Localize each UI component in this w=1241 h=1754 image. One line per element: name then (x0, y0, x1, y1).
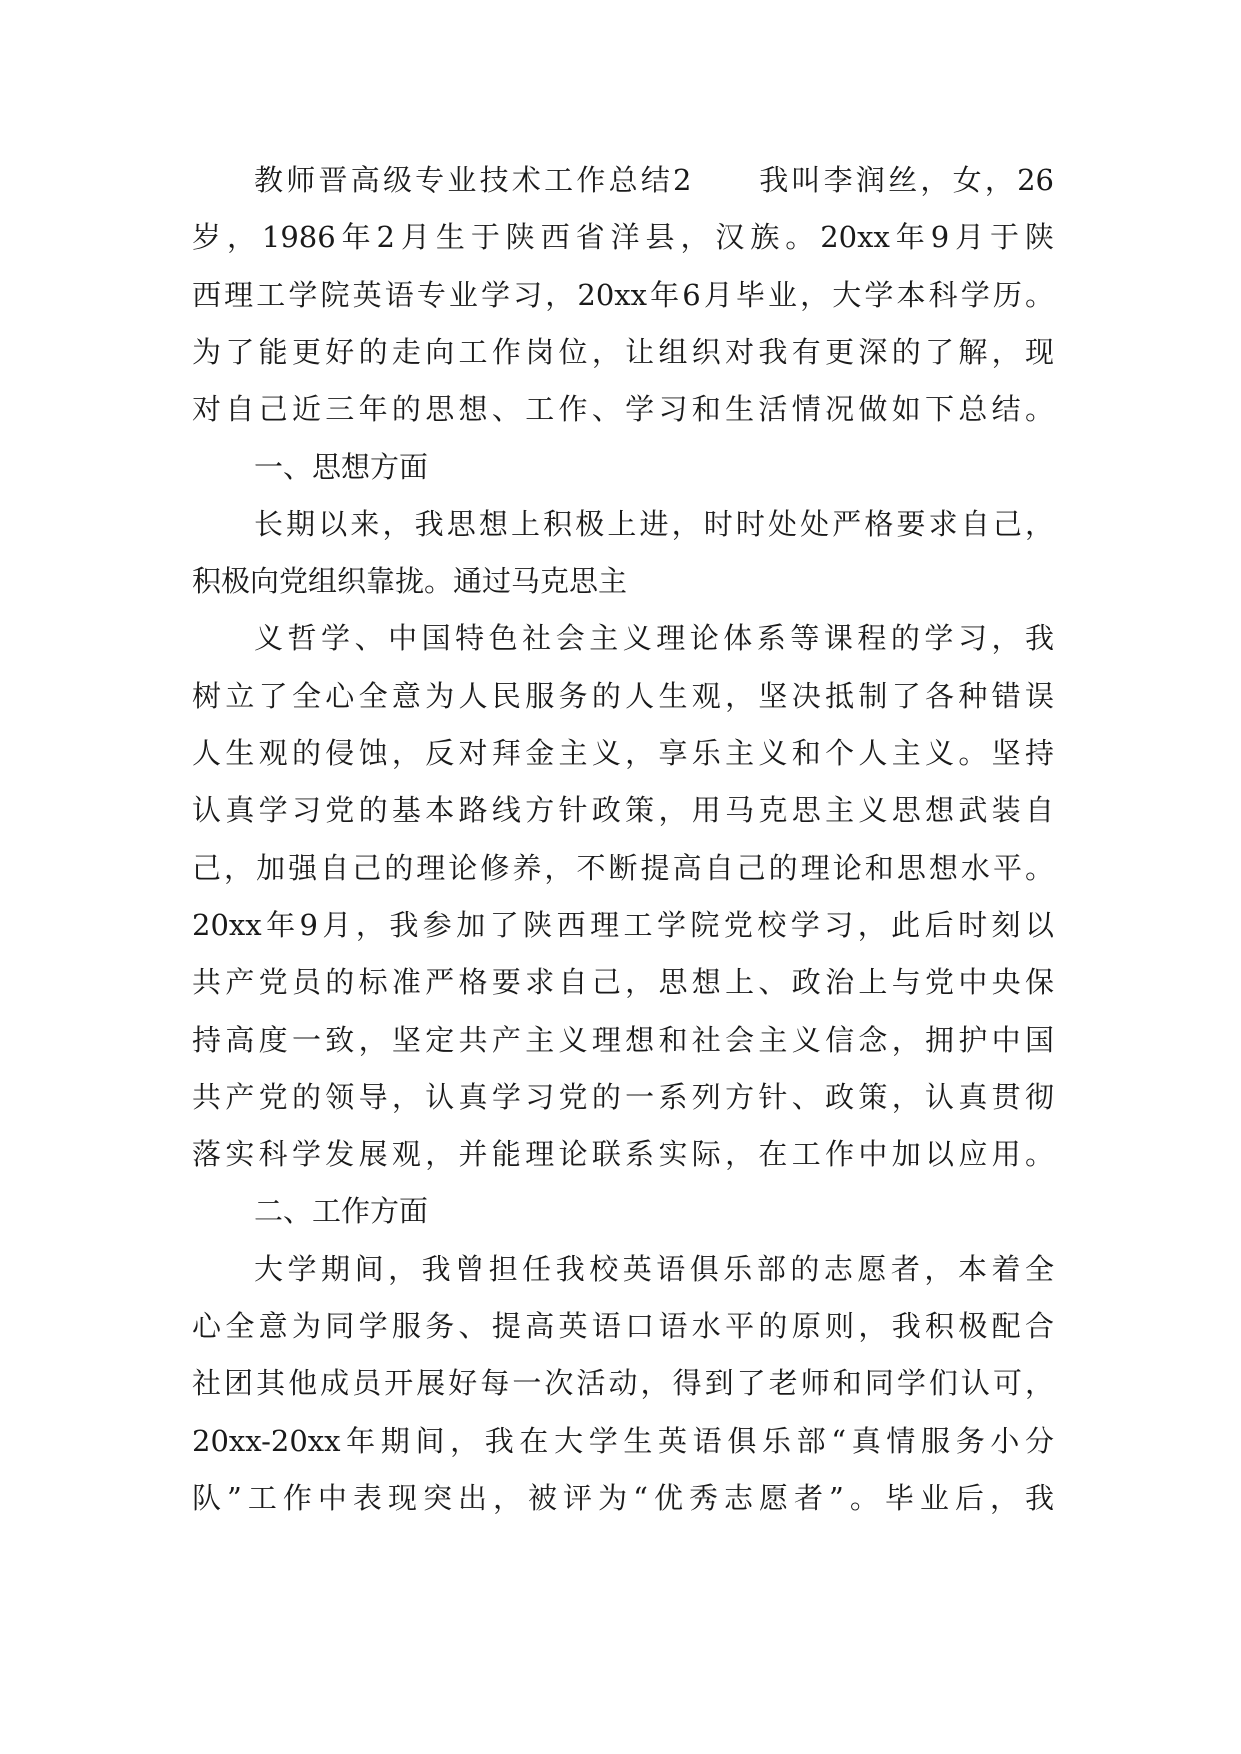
document-text-line: 长期以来，我思想上积极上进，时时处处严格要求自己， (254, 506, 1054, 541)
document-text-line: 落实科学发展观，并能理论联系实际，在工作中加以应用。 (192, 1137, 1054, 1172)
document-text-line: 社团其他成员开展好每一次活动，得到了老师和同学们认可， (192, 1366, 1054, 1401)
document-text-line: 二、工作方面 (254, 1194, 429, 1229)
document-text-line: 认真学习党的基本路线方针政策，用马克思主义思想武装自 (192, 793, 1054, 828)
document-text-line: 树立了全心全意为人民服务的人生观，坚决抵制了各种错误 (192, 678, 1054, 713)
document-text-line: 己，加强自己的理论修养，不断提高自己的理论和思想水平。 (192, 850, 1054, 885)
document-text-line: 人生观的侵蚀，反对拜金主义，享乐主义和个人主义。坚持 (192, 736, 1054, 770)
document-text-line: 对自己近三年的思想、工作、学习和生活情况做如下总结。 (192, 392, 1054, 427)
document-text-line: 教师晋高级专业技术工作总结2 我叫李润丝，女，26 (254, 163, 1054, 197)
document-text-line: 积极向党组织靠拢。通过马克思主 (192, 564, 628, 599)
document-text-line: 大学期间，我曾担任我校英语俱乐部的志愿者，本着全 (254, 1251, 1054, 1286)
document-text-line: 岁，1986年2月生于陕西省洋县，汉族。20xx年9月于陕 (192, 220, 1054, 255)
document-text-line: 为了能更好的走向工作岗位，让组织对我有更深的了解，现 (192, 334, 1054, 369)
document-text-line: 西理工学院英语专业学习，20xx年6月毕业，大学本科学历。 (192, 277, 1054, 312)
document-text-line: 心全意为同学服务、提高英语口语水平的原则，我积极配合 (192, 1309, 1054, 1343)
document-text-line: 持高度一致，坚定共产主义理想和社会主义信念，拥护中国 (192, 1022, 1054, 1057)
document-text-line: 共产党的领导，认真学习党的一系列方针、政策，认真贯彻 (192, 1079, 1054, 1114)
document-text-line: 一、思想方面 (254, 449, 429, 484)
document-text-line: 义哲学、中国特色社会主义理论体系等课程的学习，我 (254, 621, 1054, 656)
document-text-line: 20xx-20xx年期间，我在大学生英语俱乐部“真情服务小分 (192, 1423, 1054, 1458)
document-text-line: 20xx年9月，我参加了陕西理工学院党校学习，此后时刻以 (192, 907, 1054, 942)
document-text-line: 队”工作中表现突出，被评为“优秀志愿者”。毕业后，我 (192, 1480, 1054, 1515)
document-text-line: 共产党员的标准严格要求自己，思想上、政治上与党中央保 (192, 965, 1054, 1000)
